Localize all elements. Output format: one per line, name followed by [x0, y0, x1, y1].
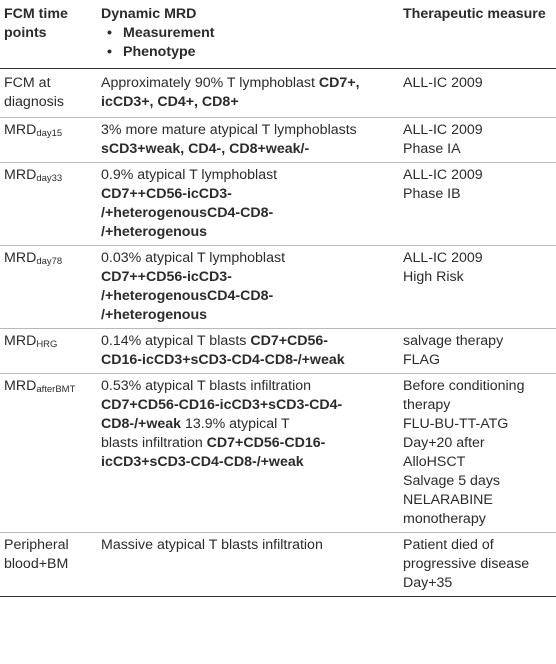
time-point-subscript: day78 — [36, 256, 63, 267]
mrd-line — [101, 453, 399, 472]
therapy-line: ALL-IC 2009 — [403, 250, 483, 266]
mrd-line — [101, 204, 399, 223]
table-row — [0, 374, 556, 533]
mrd-line — [101, 415, 399, 434]
mrd-line — [101, 351, 399, 370]
therapy-line: Day+35 — [403, 575, 453, 591]
time-point-cell — [0, 246, 97, 329]
therapy-line: Day+20 after — [403, 435, 485, 451]
therapy-line: Phase IA — [403, 141, 461, 157]
time-point-cell — [0, 533, 97, 597]
bullet-icon: • — [107, 25, 112, 41]
phenotype-text: CD8-/+weak — [101, 416, 182, 432]
therapy-line: salvage therapy — [403, 333, 504, 349]
measurement-text: Approximately 90% T lymphoblast — [101, 75, 319, 91]
time-point-label: MRD — [4, 122, 37, 138]
table-header-row — [0, 0, 556, 69]
header-therapeutic-measure: Therapeutic measure — [403, 6, 546, 22]
phenotype-text: /+heterogenous — [101, 307, 208, 323]
phenotype-text: /+heterogenousCD4-CD8- — [101, 205, 274, 221]
table-row — [0, 329, 556, 374]
therapy-line: Phase IB — [403, 186, 461, 202]
measurement-text: 13.9% atypical T — [181, 416, 290, 432]
mrd-line — [101, 396, 399, 415]
therapy-cell — [399, 69, 556, 118]
measurement-text: blasts infiltration — [101, 435, 207, 451]
phenotype-text: CD7++CD56-icCD3- — [101, 269, 232, 285]
header-dynamic-mrd-title: Dynamic MRD — [101, 6, 197, 22]
phenotype-text: CD7++CD56-icCD3- — [101, 186, 232, 202]
therapy-cell — [399, 163, 556, 246]
mrd-line — [101, 536, 399, 555]
mrd-line — [101, 93, 399, 112]
table-row — [0, 163, 556, 246]
time-point-cell — [0, 69, 97, 118]
time-point-label: Peripheral blood+BM — [4, 537, 69, 572]
mrd-line — [101, 185, 399, 204]
mrd-line — [101, 332, 399, 351]
therapy-line: Patient died of — [403, 537, 494, 553]
phenotype-text: CD16-icCD3+sCD3-CD4-CD8-/+weak — [101, 352, 345, 368]
therapy-cell — [399, 533, 556, 597]
time-point-label: FCM at diagnosis — [4, 75, 64, 110]
header-list-item-label: Measurement — [123, 25, 215, 41]
mrd-cell — [97, 163, 399, 246]
therapy-line: progressive disease — [403, 556, 530, 572]
measurement-text: 0.9% atypical T lymphoblast — [101, 167, 278, 183]
therapy-line: FLU-BU-TT-ATG — [403, 416, 509, 432]
phenotype-text: icCD3+sCD3-CD4-CD8-/+weak — [101, 454, 304, 470]
mrd-line — [101, 166, 399, 185]
time-point-subscript: afterBMT — [36, 384, 76, 395]
time-point-label: MRD — [4, 378, 37, 394]
mrd-line — [101, 434, 399, 453]
mrd-line — [101, 249, 399, 268]
time-point-label: MRD — [4, 167, 37, 183]
mrd-cell — [97, 246, 399, 329]
header-time-points: FCM time points — [4, 6, 68, 41]
table-row — [0, 118, 556, 163]
time-point-subscript: day33 — [36, 173, 63, 184]
measurement-text: 3% more mature atypical T lymphoblasts — [101, 122, 357, 138]
therapy-line: ALL-IC 2009 — [403, 122, 483, 138]
phenotype-text: CD7+CD56-CD16- — [206, 435, 326, 451]
time-point-label: MRD — [4, 333, 37, 349]
measurement-text: 0.03% atypical T lymphoblast — [101, 250, 286, 266]
bullet-icon: • — [107, 44, 112, 60]
therapy-cell — [399, 329, 556, 374]
mrd-line — [101, 268, 399, 287]
header-list-item — [101, 24, 399, 43]
mrd-line — [101, 287, 399, 306]
time-point-cell — [0, 163, 97, 246]
measurement-text: 0.53% atypical T blasts infiltration — [101, 378, 312, 394]
therapy-line: FLAG — [403, 352, 441, 368]
mrd-cell — [97, 374, 399, 533]
therapy-cell — [399, 374, 556, 533]
time-point-cell — [0, 118, 97, 163]
time-point-label: MRD — [4, 250, 37, 266]
table-row — [0, 246, 556, 329]
phenotype-text: /+heterogenous — [101, 224, 208, 240]
time-point-cell — [0, 374, 97, 533]
header-dynamic-mrd-list — [101, 24, 399, 62]
mrd-cell — [97, 118, 399, 163]
table-body — [0, 69, 556, 597]
mrd-line — [101, 121, 399, 140]
therapy-line: ALL-IC 2009 — [403, 75, 483, 91]
measurement-text: 0.14% atypical T blasts — [101, 333, 251, 349]
phenotype-text: sCD3+weak, CD4-, CD8+weak/- — [101, 141, 310, 157]
phenotype-text: icCD3+, CD4+, CD8+ — [101, 94, 239, 110]
therapy-line: ALL-IC 2009 — [403, 167, 483, 183]
mrd-line — [101, 74, 399, 93]
therapy-cell — [399, 118, 556, 163]
phenotype-text: CD7+CD56-CD16-icCD3+sCD3-CD4- — [101, 397, 343, 413]
phenotype-text: CD7+CD56- — [250, 333, 328, 349]
therapy-line: Before conditioning — [403, 378, 525, 394]
mrd-cell — [97, 329, 399, 374]
mrd-cell — [97, 533, 399, 597]
therapy-line: therapy — [403, 397, 451, 413]
therapy-line: Salvage 5 days — [403, 473, 501, 489]
therapy-line: monotherapy — [403, 511, 486, 527]
table-row — [0, 69, 556, 118]
phenotype-text: CD7+, — [318, 75, 360, 91]
mrd-line — [101, 306, 399, 325]
header-list-item-label: Phenotype — [123, 44, 196, 60]
therapy-cell — [399, 246, 556, 329]
mrd-line — [101, 223, 399, 242]
time-point-subscript: HRG — [36, 339, 58, 350]
measurement-text: Massive atypical T blasts infiltration — [101, 537, 323, 553]
header-list-item — [101, 43, 399, 62]
therapy-line: NELARABINE — [403, 492, 493, 508]
therapy-line: High Risk — [403, 269, 464, 285]
mrd-cell — [97, 69, 399, 118]
table-row — [0, 533, 556, 597]
therapy-line: AlloHSCT — [403, 454, 466, 470]
time-point-cell — [0, 329, 97, 374]
header-dynamic-mrd — [97, 0, 399, 69]
time-point-subscript: day15 — [36, 128, 63, 139]
mrd-line — [101, 377, 399, 396]
mrd-line — [101, 140, 399, 159]
phenotype-text: /+heterogenousCD4-CD8- — [101, 288, 274, 304]
